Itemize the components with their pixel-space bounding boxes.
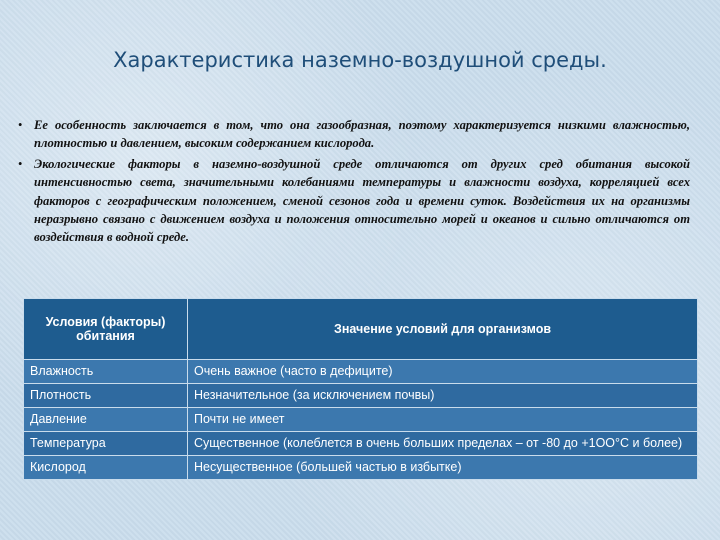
slide-title: Характеристика наземно-воздушной среды.: [113, 48, 607, 72]
table-row: [24, 456, 698, 480]
factor-cell: Кислород: [24, 456, 188, 480]
factor-cell: Давление: [24, 408, 188, 432]
column-header-factor: Условия (факторы) обитания: [24, 299, 188, 360]
factor-cell: Температура: [24, 432, 188, 456]
value-cell: Очень важное (часто в дефиците): [188, 360, 698, 384]
column-header-significance: Значение условий для организмов: [188, 299, 698, 360]
bullet-text: Ее особенность заключается в том, что она газообразная, поэтому характеризуется низкими влажностью, плотностью и давлением, высоким содержанием кислорода.: [34, 118, 690, 151]
table-row: [24, 408, 698, 432]
bullet-item: [18, 116, 690, 153]
value-cell: Почти не имеет: [188, 408, 698, 432]
bullet-item: [18, 155, 690, 247]
factor-cell: Влажность: [24, 360, 188, 384]
value-cell: Существенное (колеблется в очень больших пределах – от -80 до +1OO°C и более): [188, 432, 698, 456]
bullet-text: Экологические факторы в наземно-воздушной среде отличаются от других сред обитания высокой интенсивностью света, значительными колебаниями температуры и влажности воздуха, корреляцией всех факторов с географическим положением, сменой сезонов года и времени суток. Воздействия их на организмы неразрывно связано с движением воздуха и положения относительно морей и океанов и сильно отличаются от воздействия в водной среде.: [34, 156, 690, 245]
bullet-marker: •: [18, 118, 23, 132]
value-cell: Незначительное (за исключением почвы): [188, 384, 698, 408]
table-row: [24, 432, 698, 456]
table-header-row: [24, 299, 698, 360]
table-row: [24, 384, 698, 408]
table-row: [24, 360, 698, 384]
factor-cell: Плотность: [24, 384, 188, 408]
bullet-list: [18, 116, 690, 249]
bullet-marker: •: [18, 156, 23, 171]
value-cell: Несущественное (большей частью в избытке): [188, 456, 698, 480]
factors-table: [23, 298, 698, 480]
